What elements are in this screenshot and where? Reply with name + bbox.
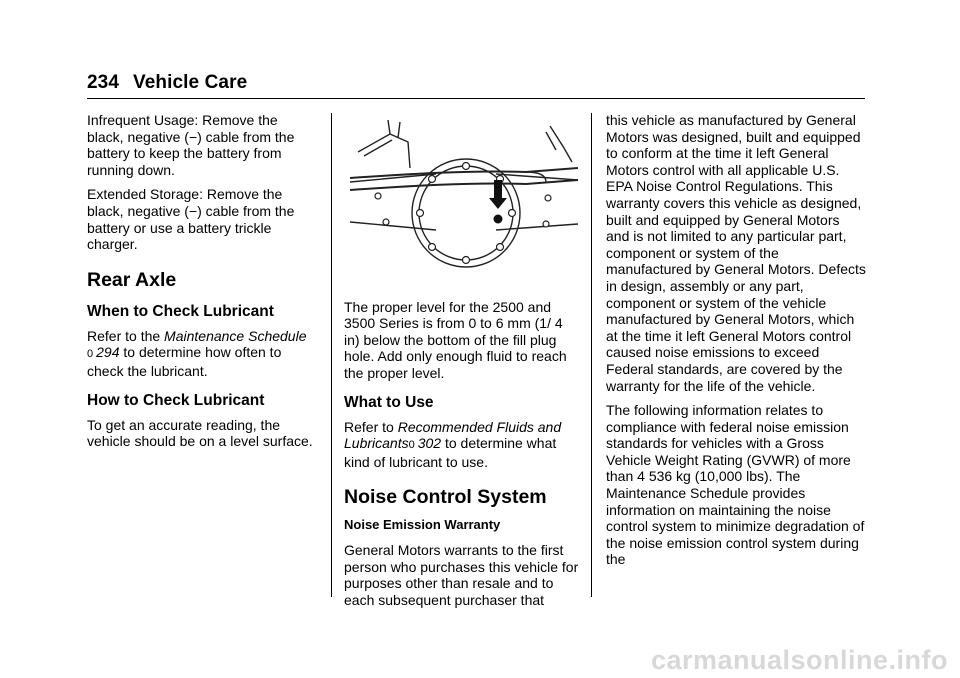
page-reference-icon: 0 [408, 439, 415, 452]
column-2 [344, 112, 580, 616]
how-to-check-text: To get an accurate reading, the vehicle should be on a level surface. [87, 416, 313, 450]
when-post: to determine how often to check the lubricant. [87, 344, 282, 379]
column-divider-1 [331, 113, 332, 597]
recommended-fluids-link[interactable]: Recommended Fluids and Lubricants [344, 418, 562, 452]
when-to-check-heading: When to Check Lubricant [87, 302, 274, 320]
page-number: 234 [87, 72, 120, 93]
watermark-logo: carmanualsonline.info [650, 645, 948, 675]
noise-compliance-text: The following information relates to compliance with federal noise emission standards for vehicles with a Gross Vehicle Weight Rating (GVWR) of more than 4 536 kg (10,000 lbs). The Maintenance Schedule provides information on maintaining the noise control system to minimize degradation of the noise emission control system during the [606, 402, 865, 568]
column-3 [606, 112, 866, 576]
warranty-text: General Motors warrants to the first person who purchases this vehicle for purposes other than resale and to each subsequent purchaser that [344, 541, 579, 608]
page-header [87, 72, 247, 94]
what-to-use-heading: What to Use [344, 393, 434, 411]
noise-warranty-heading: Noise Emission Warranty [344, 517, 501, 533]
page-reference-icon: 0 [87, 348, 94, 361]
extended-storage-text: Extended Storage: Remove the black, negative (−) cable from the battery or use a battery trickle charger. [87, 186, 295, 253]
proper-level-text: The proper level for the 2500 and 3500 Series is from 0 to 6 mm (1/ 4 in) below the bottom of the fill plug hole. Add only enough fluid to reach the proper level. [344, 298, 567, 381]
when-to-check-text [87, 328, 315, 380]
column-divider-2 [591, 113, 592, 597]
maintenance-schedule-link[interactable]: Maintenance Schedule [164, 327, 307, 344]
what-to-use-text [344, 419, 580, 471]
rear-axle-fill-plug-illustration [350, 112, 578, 286]
what-post: to determine what kind of lubricant to use. [344, 435, 557, 470]
infrequent-usage-text: Infrequent Usage: Remove the black, negative (−) cable from the battery to keep the battery from running down. [87, 112, 295, 178]
when-pre: Refer to the [87, 327, 165, 344]
fill-plug-marker [494, 215, 503, 224]
page-ref-294[interactable]: 294 [96, 344, 120, 361]
noise-control-heading: Noise Control System [344, 486, 547, 509]
warranty-continued-text: this vehicle as manufactured by General Motors was designed, built and equipped to conform at the time it left General Motors control with all applicable U.S. EPA Noise Control Regulations. This warranty covers this vehicle as designed, built and equipped by General Motors and is not limited to any particular part, component or system of the manufactured by General Motors. Defects in design, assembly or any part, component or system of the vehicle manufactured by General Motors, which at the time it left General Motors control caused noise emissions to exceed Federal standards, are covered by the warranty for the life of the vehicle. [606, 112, 866, 394]
how-to-check-heading: How to Check Lubricant [87, 391, 265, 409]
page-ref-302[interactable]: 302 [417, 435, 442, 452]
what-pre: Refer to [344, 418, 398, 435]
column-1 [87, 112, 315, 458]
rear-axle-heading: Rear Axle [87, 268, 177, 291]
header-rule [87, 98, 865, 99]
section-title: Vehicle Care [133, 72, 248, 93]
